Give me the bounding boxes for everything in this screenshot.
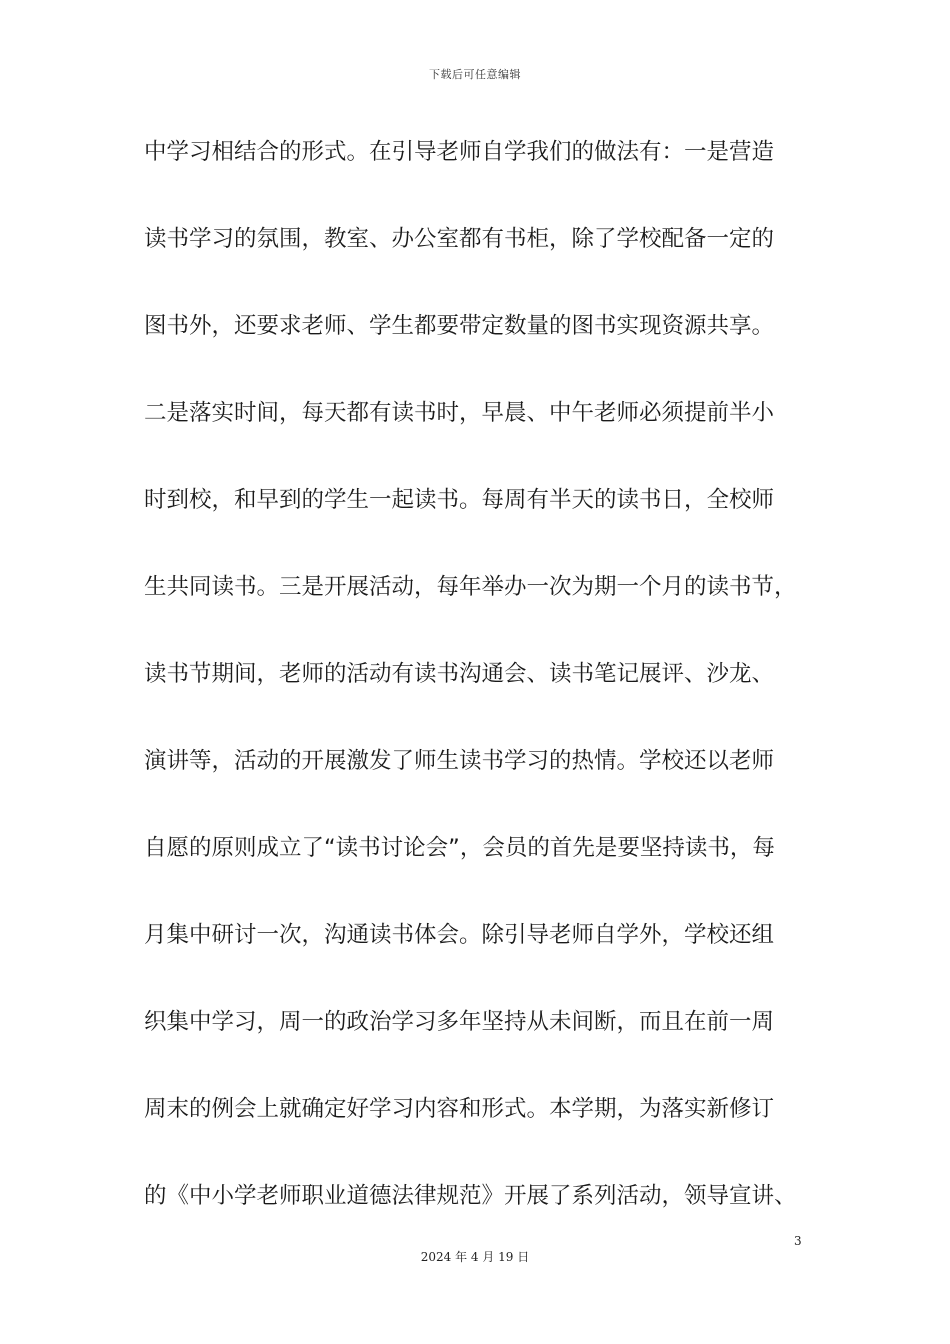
text-line: 自愿的原则成立了“读书讨论会”，会员的首先是要坚持读书，每 [144,835,775,861]
text-line: 读书节期间，老师的活动有读书沟通会、读书笔记展评、沙龙、 [144,661,775,687]
text-line: 读书学习的氛围，教室、办公室都有书柜，除了学校配备一定的 [144,226,775,252]
page-number: 3 [794,1234,802,1248]
page-header: 下载后可任意编辑 [429,68,521,81]
text-line: 演讲等，活动的开展激发了师生读书学习的热情。学校还以老师 [144,748,775,774]
text-line: 二是落实时间，每天都有读书时，早晨、中午老师必须提前半小 [144,400,775,426]
text-line: 生共同读书。三是开展活动，每年举办一次为期一个月的读书节， [144,574,797,600]
footer-date: 2024 年 4 月 19 日 [420,1250,530,1264]
text-line: 时到校，和早到的学生一起读书。每周有半天的读书日，全校师 [144,487,775,513]
text-line: 织集中学习，周一的政治学习多年坚持从未间断，而且在前一周 [144,1009,775,1035]
text-line: 的《中小学老师职业道德法律规范》开展了系列活动，领导宣讲、 [144,1183,797,1209]
text-line: 图书外，还要求老师、学生都要带定数量的图书实现资源共享。 [144,313,775,339]
body-text [144,130,814,1261]
text-line: 周末的例会上就确定好学习内容和形式。本学期，为落实新修订 [144,1096,775,1122]
text-line: 中学习相结合的形式。在引导老师自学我们的做法有：一是营造 [144,139,775,165]
text-line: 月集中研讨一次，沟通读书体会。除引导老师自学外，学校还组 [144,922,775,948]
